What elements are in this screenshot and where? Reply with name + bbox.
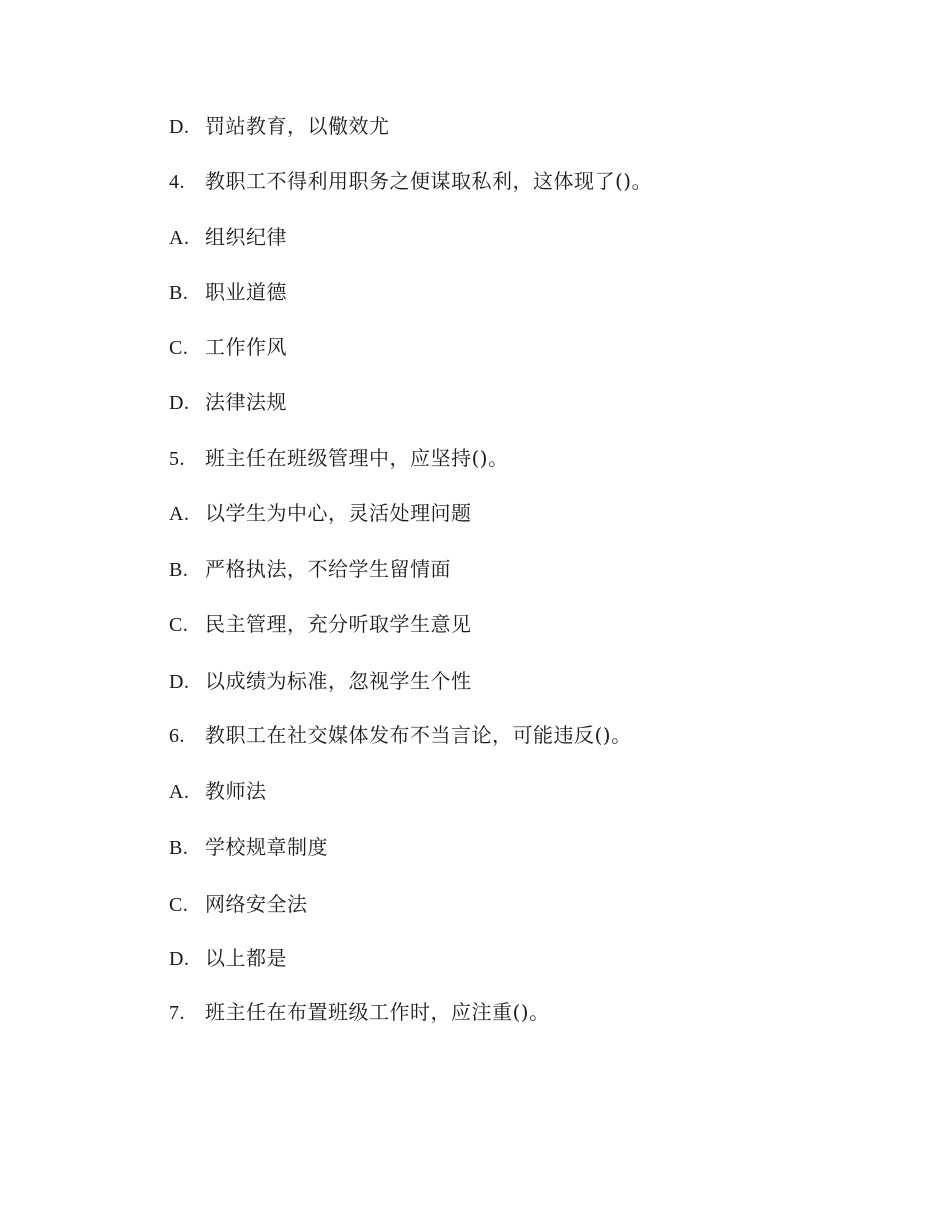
option-label: D. <box>169 671 190 693</box>
option-text: 严格执法，不给学生留情面 <box>205 557 451 581</box>
option-line <box>169 834 328 861</box>
option-label: C. <box>169 614 189 636</box>
question-text: 班主任在班级管理中，应坚持()。 <box>205 446 509 470</box>
question-text: 教职工不得利用职务之便谋取私利，这体现了()。 <box>205 169 653 193</box>
question-text: 教职工在社交媒体发布不当言论，可能违反()。 <box>205 723 632 747</box>
option-label: A. <box>169 227 190 249</box>
option-label: D. <box>169 948 190 970</box>
question-text: 班主任在布置班级工作时，应注重()。 <box>205 1000 550 1024</box>
option-text: 法律法规 <box>205 390 287 414</box>
option-text: 罚站教育，以儆效尤 <box>205 114 390 138</box>
option-label: B. <box>169 559 189 581</box>
option-line <box>169 224 287 251</box>
option-line <box>169 389 287 416</box>
option-line <box>169 668 472 695</box>
option-line <box>169 113 390 140</box>
question-number: 7. <box>169 1002 185 1024</box>
option-line <box>169 334 287 361</box>
option-line <box>169 500 472 527</box>
option-text: 民主管理，充分听取学生意见 <box>205 612 472 636</box>
option-label: C. <box>169 894 189 916</box>
option-line <box>169 945 287 972</box>
option-text: 组织纪律 <box>205 225 287 249</box>
option-text: 以上都是 <box>205 946 287 970</box>
option-label: D. <box>169 392 190 414</box>
option-text: 教师法 <box>205 779 267 803</box>
question-line <box>169 999 550 1026</box>
option-line <box>169 611 472 638</box>
option-line <box>169 891 308 918</box>
option-text: 职业道德 <box>205 280 287 304</box>
question-number: 5. <box>169 448 185 470</box>
option-label: B. <box>169 282 189 304</box>
question-line <box>169 445 509 472</box>
option-label: A. <box>169 781 190 803</box>
option-text: 学校规章制度 <box>205 835 328 859</box>
option-label: B. <box>169 837 189 859</box>
question-number: 6. <box>169 725 185 747</box>
question-number: 4. <box>169 171 185 193</box>
option-line <box>169 279 287 306</box>
question-line <box>169 168 652 195</box>
option-text: 以学生为中心，灵活处理问题 <box>205 501 472 525</box>
option-text: 网络安全法 <box>205 892 308 916</box>
option-text: 以成绩为标准，忽视学生个性 <box>205 669 472 693</box>
option-line <box>169 556 451 583</box>
option-text: 工作作风 <box>205 335 287 359</box>
option-label: D. <box>169 116 190 138</box>
question-line <box>169 722 632 749</box>
option-label: A. <box>169 503 190 525</box>
option-line <box>169 778 267 805</box>
option-label: C. <box>169 337 189 359</box>
